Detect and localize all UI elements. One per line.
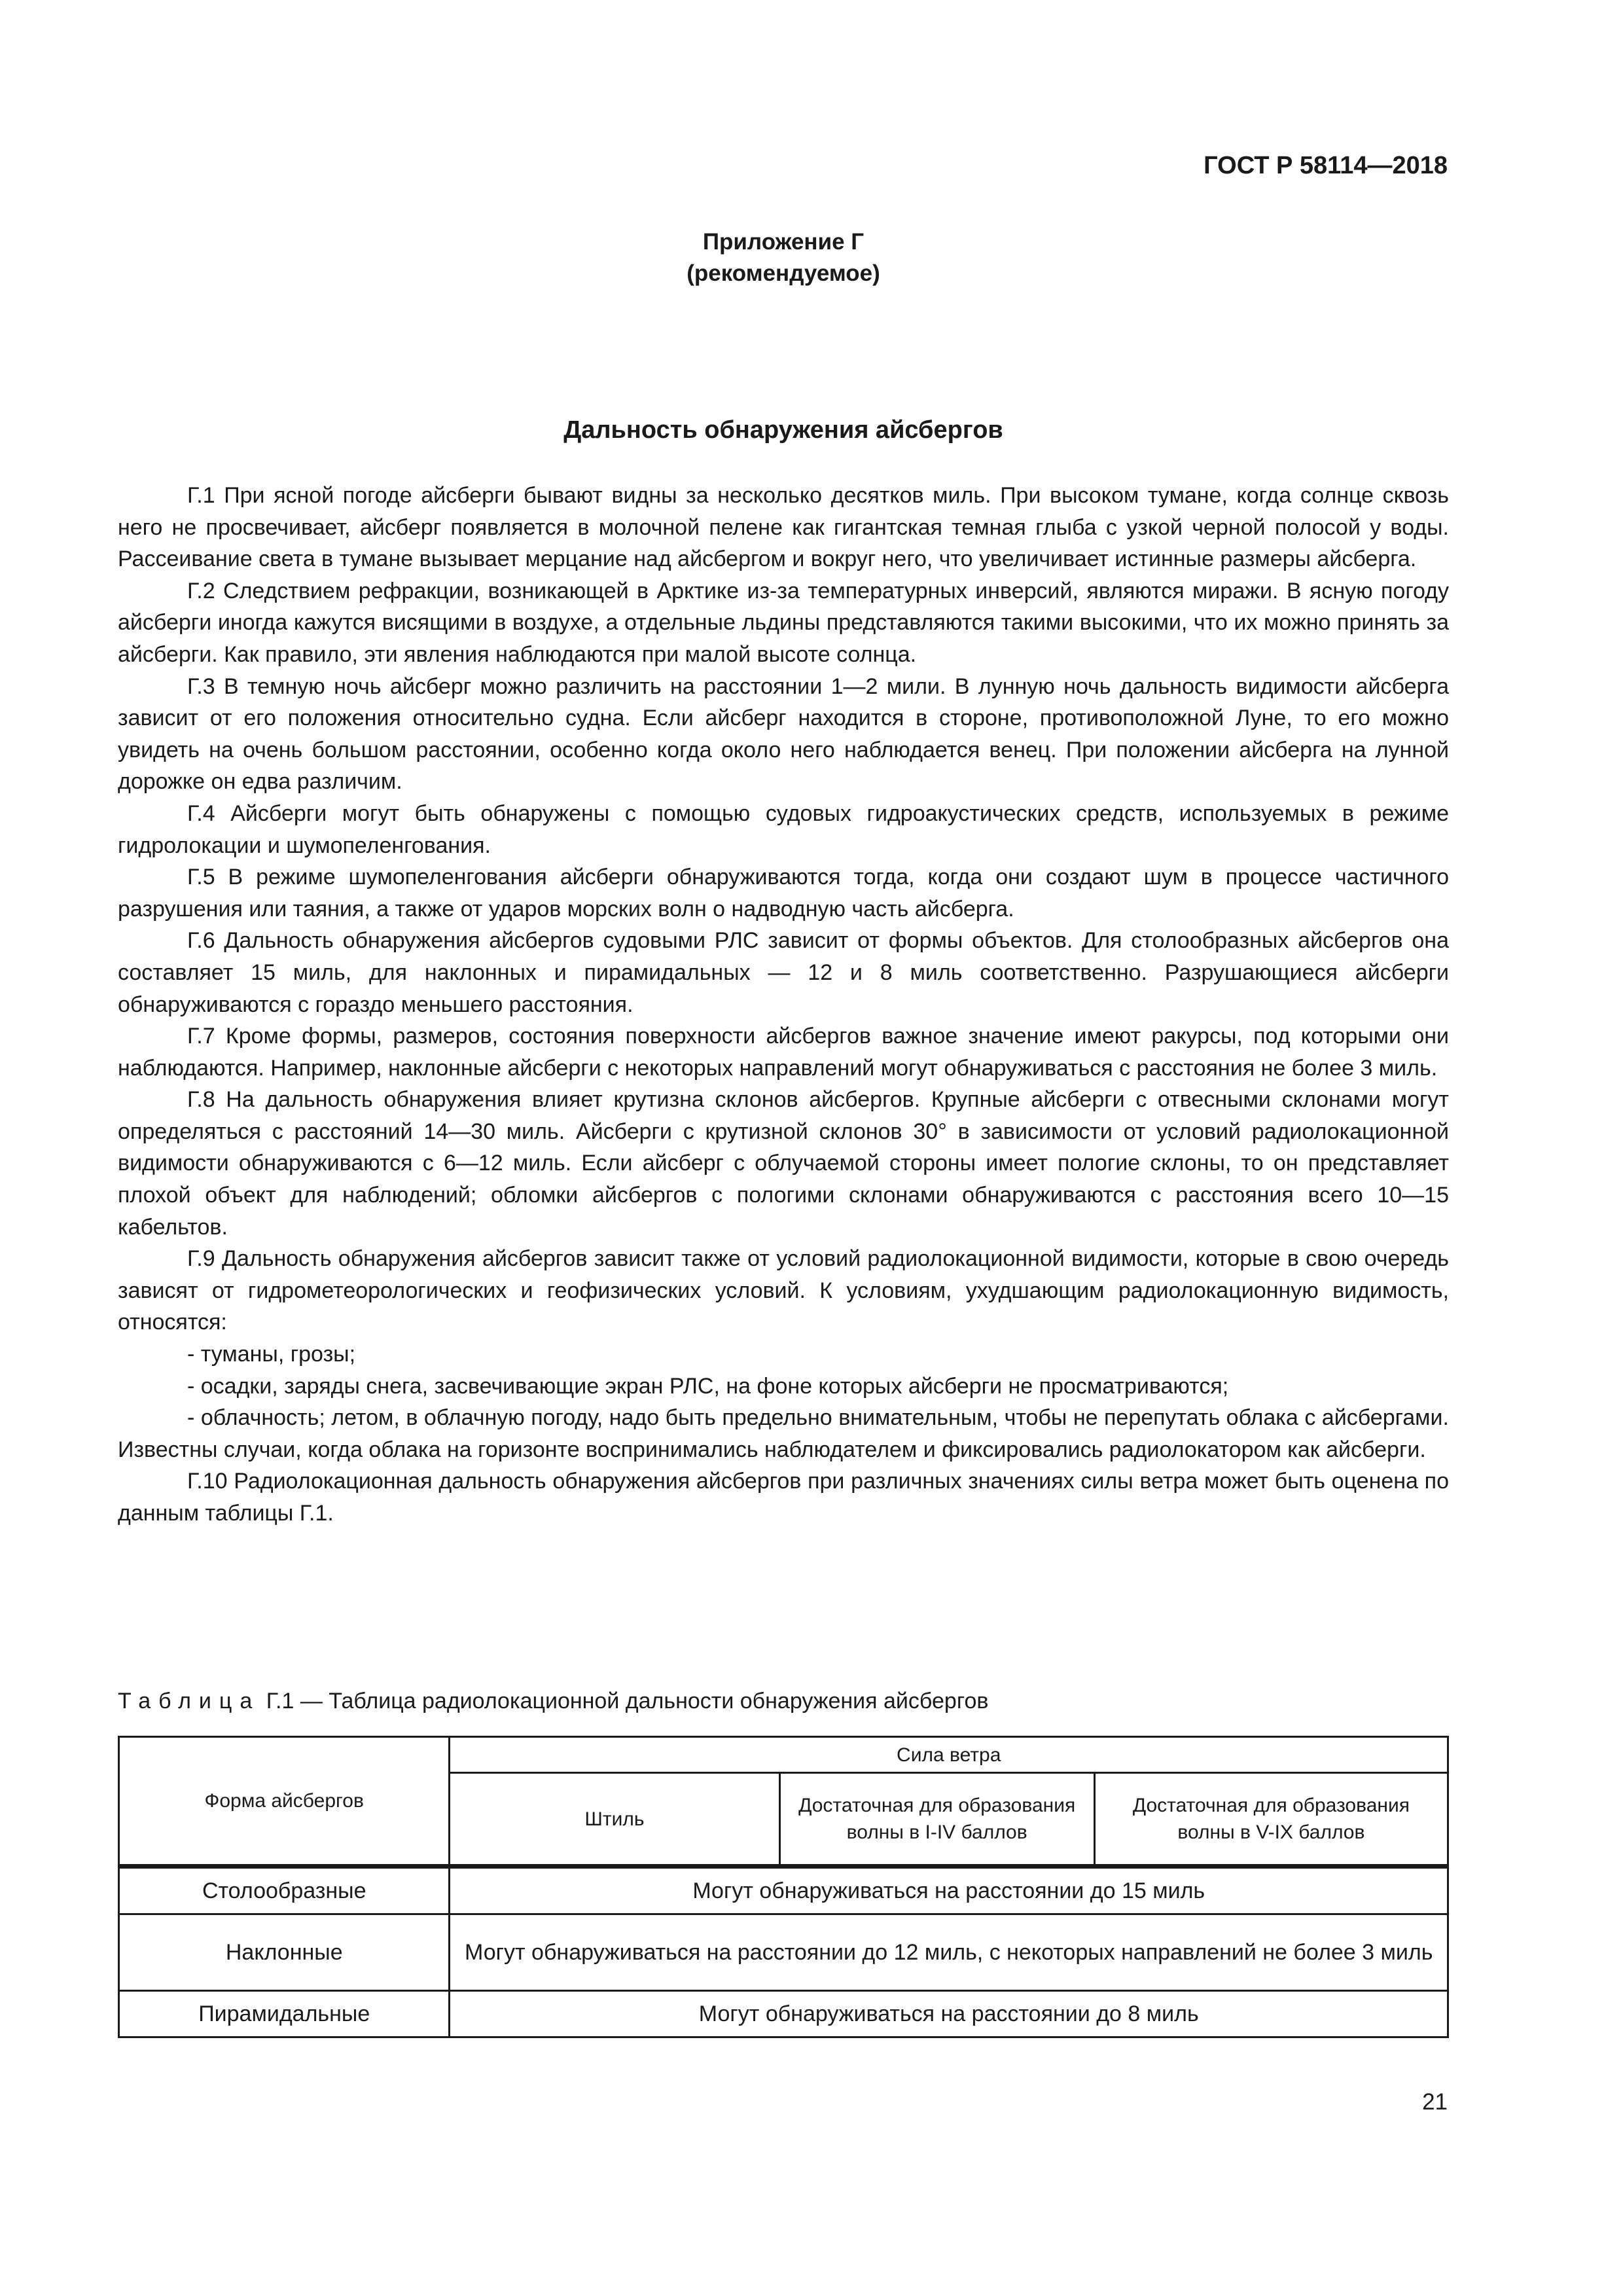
table-caption-text: Г.1 — Таблица радиолокационной дальности обнаружения айсбергов — [260, 1689, 989, 1713]
header-wind-force: Сила ветра — [450, 1737, 1448, 1773]
list-item-cloudiness: - облачность; летом, в облачную погоду, надо быть предельно внимательным, чтобы не перепутать облака с айсбергами. Известны случаи, когда облака на горизонте воспринимались наблюдателем и фиксировались радиолокатором как айсберги. — [118, 1405, 1449, 1462]
header-waves-1-4: Достаточная для образования волны в I-IV баллов — [779, 1773, 1094, 1867]
paragraph-g2: Г.2 Следствием рефракции, возникающей в Арктике из-за температурных инверсий, являются миражи. В ясную погоду айсберги иногда кажутся висящими в воздухе, а отдельные льдины представляются такими высокими, что их можно принять за айсберги. Как правило, эти явления наблюдаются при малой высоте солнца. — [118, 578, 1449, 667]
table-caption-word: Таблица — [118, 1689, 260, 1713]
table-header-row — [119, 1737, 1448, 1773]
paragraph-g6: Г.6 Дальность обнаружения айсбергов судовыми РЛС зависит от формы объектов. Для столообразных айсбергов она составляет 15 миль, для наклонных и пирамидальных — 12 и 8 миль соответственно. Разрушающиеся айсберги обнаруживаются с гораздо меньшего расстояния. — [118, 928, 1449, 1017]
detection-range-table — [118, 1736, 1449, 2038]
paragraph-g1: Г.1 При ясной погоде айсберги бывают видны за несколько десятков миль. При высоком тумане, когда солнце сквозь него не просвечивает, айсберг появляется в молочной пелене как гигантская темная глыба с узкой черной полосой у воды. Рассеивание света в тумане вызывает мерцание над айсбергом и вокруг него, что увеличивает истинные размеры айсберга. — [118, 483, 1449, 572]
header-waves-5-9: Достаточная для образования волны в V-IX баллов — [1094, 1773, 1448, 1867]
table-row — [119, 1991, 1448, 2037]
row-value: Могут обнаруживаться на расстоянии до 15 миль — [450, 1867, 1448, 1914]
row-shape: Пирамидальные — [119, 1991, 450, 2037]
table-caption — [118, 1689, 988, 1714]
row-value: Могут обнаруживаться на расстоянии до 8 миль — [450, 1991, 1448, 2037]
paragraph-g7: Г.7 Кроме формы, размеров, состояния поверхности айсбергов важное значение имеют ракурсы, под которыми они наблюдаются. Например, наклонные айсберги с некоторых направлений могут обнаруживаться с расстояния не более 3 миль. — [118, 1024, 1449, 1081]
annex-label: Приложение Г — [702, 229, 865, 255]
paragraph-g10: Г.10 Радиолокационная дальность обнаружения айсбергов при различных значениях силы ветра может быть оценена по данным таблицы Г.1. — [118, 1469, 1449, 1526]
list-item-fog: - туманы, грозы; — [187, 1342, 356, 1367]
row-value: Могут обнаруживаться на расстоянии до 12 миль, с некоторых направлений не более 3 миль — [450, 1914, 1448, 1991]
paragraph-g5: Г.5 В режиме шумопеленгования айсберги обнаруживаются тогда, когда они создают шум в процессе частичного разрушения или таяния, а также от ударов морских волн о надводную часть айсберга. — [118, 865, 1449, 922]
paragraph-g9: Г.9 Дальность обнаружения айсбергов зависит также от условий радиолокационной видимости, которые в свою очередь зависят от гидрометеорологических и геофизических условий. К условиям, ухудшающим радиолокационную видимость, относятся: — [118, 1246, 1449, 1335]
annex-heading — [0, 226, 1567, 289]
paragraph-g4: Г.4 Айсберги могут быть обнаружены с помощью судовых гидроакустических средств, используемых в режиме гидролокации и шумопеленгования. — [118, 800, 1449, 858]
header-calm: Штиль — [450, 1773, 779, 1867]
table-row — [119, 1867, 1448, 1914]
standard-designation: ГОСТ Р 58114—2018 — [1204, 152, 1448, 179]
list-item-precipitation: - осадки, заряды снега, засвечивающие экран РЛС, на фоне которых айсберги не просматриваются; — [187, 1373, 1229, 1399]
page-number: 21 — [1422, 2089, 1448, 2115]
section-title: Дальность обнаружения айсбергов — [563, 416, 1003, 444]
table-row — [119, 1914, 1448, 1991]
body-text — [118, 480, 1449, 1530]
annex-status: (рекомендуемое) — [687, 260, 880, 286]
paragraph-g8: Г.8 На дальность обнаружения влияет крутизна склонов айсбергов. Крупные айсберги с отвесными склонами могут определяться с расстояний 14—30 миль. Айсберги с крутизной склонов 30° в зависимости от условий радиолокационной видимости обнаруживаются с 6—12 миль. Если айсберг с облучаемой стороны имеет пологие склоны, то он представляет плохой объект для наблюдений; обломки айсбергов с пологими склонами обнаруживаются с расстояния всего 10—15 кабельтов. — [118, 1087, 1449, 1240]
row-shape: Наклонные — [119, 1914, 450, 1991]
header-iceberg-shape: Форма айсбергов — [119, 1737, 450, 1867]
paragraph-g3: Г.3 В темную ночь айсберг можно различить на расстоянии 1—2 мили. В лунную ночь дальность видимости айсберга зависит от его положения относительно судна. Если айсберг находится в стороне, противоположной Луне, то его можно увидеть на очень большом расстоянии, особенно когда около него наблюдается венец. При положении айсберга на лунной дорожке он едва различим. — [118, 673, 1449, 795]
row-shape: Столообразные — [119, 1867, 450, 1914]
